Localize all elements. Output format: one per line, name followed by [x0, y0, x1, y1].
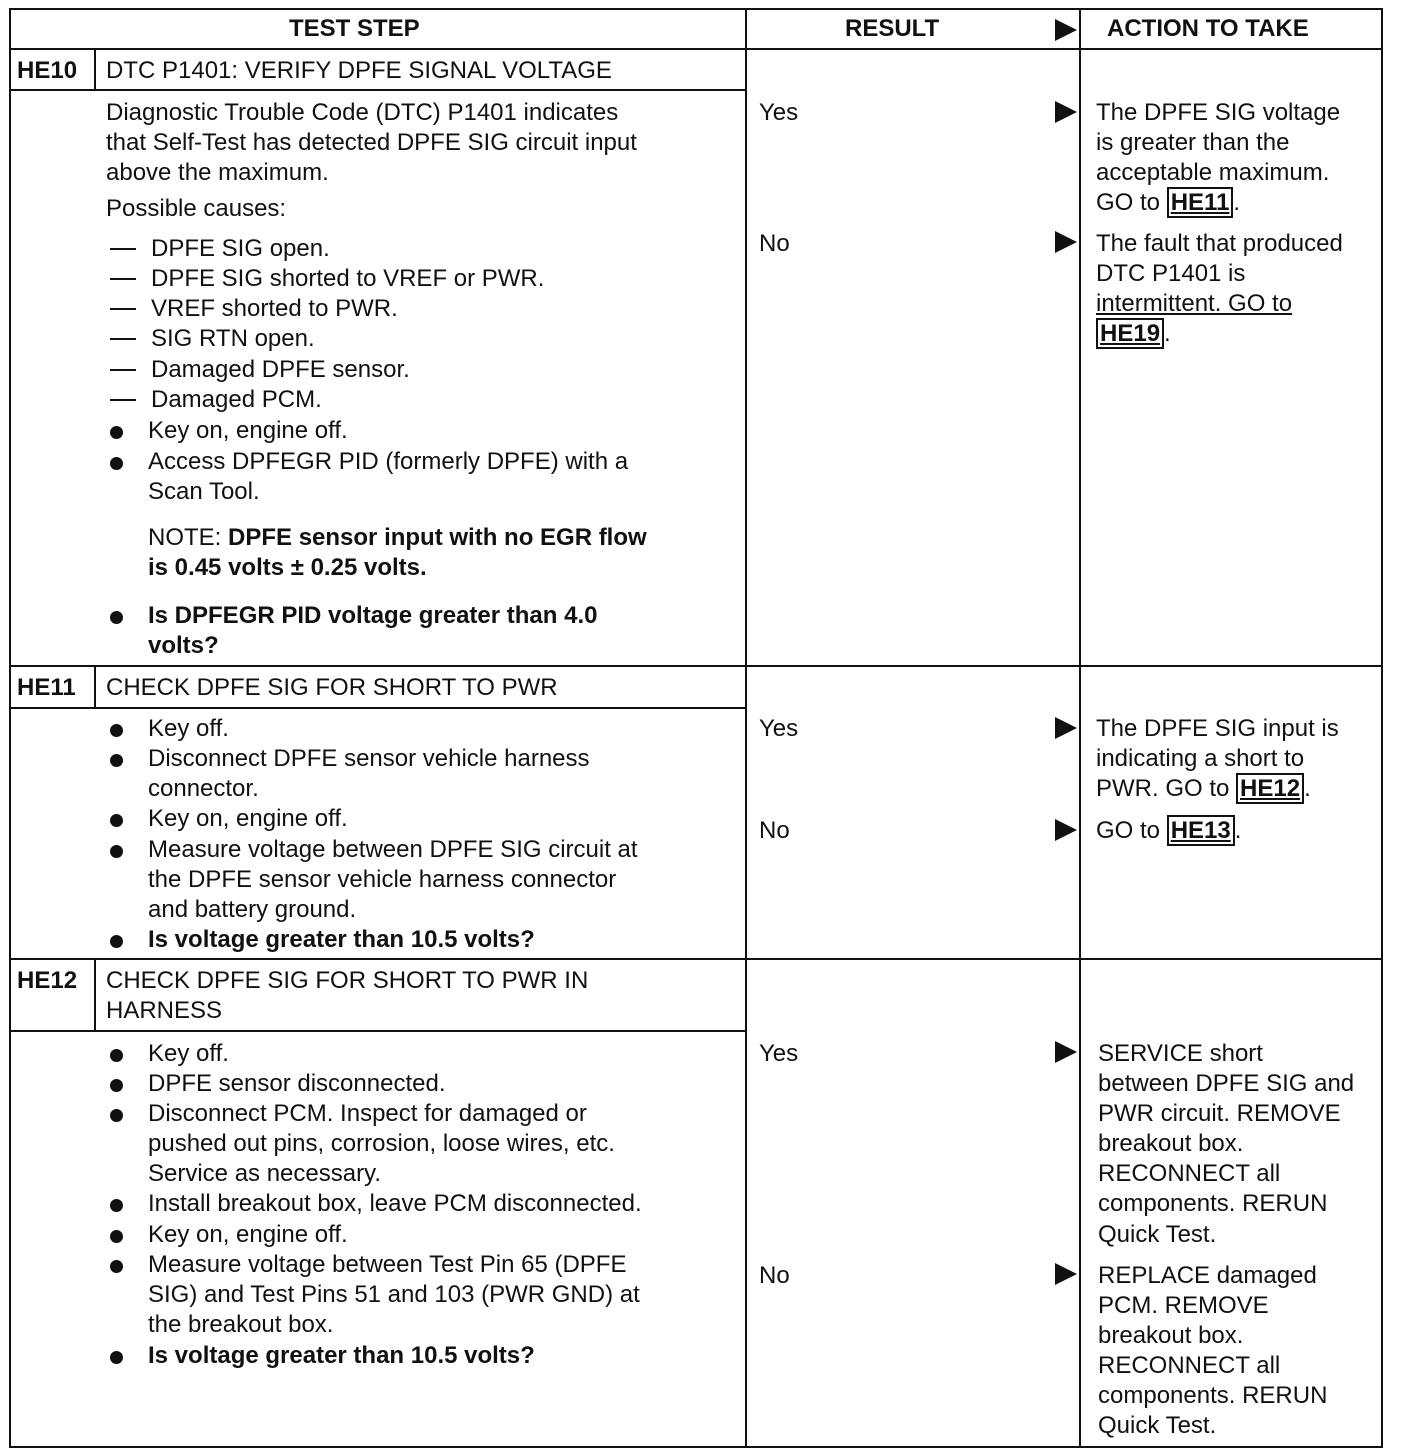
- column-divider-result: [745, 8, 747, 1448]
- step-bullet-cont: pushed out pins, corrosion, loose wires, etc.: [148, 1130, 615, 1157]
- step-reference-link[interactable]: HE19: [1096, 318, 1164, 349]
- dash-icon: [110, 369, 136, 371]
- result-yes: Yes: [759, 1040, 799, 1067]
- bullet-icon: [110, 611, 123, 624]
- diagnostic-table: [9, 8, 1383, 1448]
- bullet-icon: [110, 1351, 123, 1364]
- action-line: breakout box.: [1098, 1130, 1244, 1157]
- action-line: between DPFE SIG and: [1098, 1070, 1355, 1097]
- dash-icon: [110, 308, 136, 310]
- step-id-divider: [94, 49, 96, 89]
- step-bullet: Key off.: [148, 715, 229, 742]
- note: [148, 523, 647, 553]
- bullet-icon: [110, 1109, 123, 1122]
- step-id: HE11: [17, 674, 76, 701]
- cause-item: Damaged PCM.: [151, 386, 322, 413]
- bullet-icon: [110, 1079, 123, 1092]
- cause-item: DPFE SIG open.: [151, 235, 330, 262]
- action-line: The DPFE SIG voltage: [1096, 99, 1341, 126]
- dash-icon: [110, 248, 136, 250]
- bullet-icon: [110, 814, 123, 827]
- result-no: No: [759, 1262, 790, 1289]
- step-id: HE10: [17, 57, 78, 84]
- step-bullet: Measure voltage between DPFE SIG circuit at: [148, 836, 638, 863]
- causes-label: Possible causes:: [106, 195, 287, 222]
- bullet-icon: [110, 724, 123, 737]
- step-question: Is DPFEGR PID voltage greater than 4.0: [148, 602, 598, 629]
- action-line: components. RERUN: [1098, 1190, 1328, 1217]
- result-no: No: [759, 230, 790, 257]
- action-line: PWR circuit. REMOVE: [1098, 1100, 1341, 1127]
- step-reference-link[interactable]: HE11: [1167, 187, 1234, 218]
- step-bullet: Key on, engine off.: [148, 417, 348, 444]
- step-reference-link[interactable]: HE12: [1236, 773, 1304, 804]
- arrow-right-icon: [1055, 717, 1077, 739]
- arrow-right-icon: [1055, 1263, 1077, 1285]
- table-border-top: [9, 8, 1383, 10]
- result-yes: Yes: [759, 99, 799, 126]
- arrow-right-icon: [1055, 19, 1077, 41]
- step-bullet: Disconnect PCM. Inspect for damaged or: [148, 1100, 587, 1127]
- bullet-icon: [110, 935, 123, 948]
- header-test-step: TEST STEP: [289, 15, 420, 42]
- bullet-icon: [110, 1230, 123, 1243]
- action-line: Quick Test.: [1098, 1221, 1217, 1248]
- action-line: acceptable maximum.: [1096, 159, 1330, 186]
- arrow-right-icon: [1055, 1041, 1077, 1063]
- action-line: Quick Test.: [1098, 1412, 1217, 1439]
- bullet-icon: [110, 1049, 123, 1062]
- note-text: DPFE sensor input with no EGR flow: [228, 524, 647, 551]
- action-line: SERVICE short: [1098, 1040, 1263, 1067]
- bullet-icon: [110, 754, 123, 767]
- table-border-left: [9, 8, 11, 1448]
- step-title: CHECK DPFE SIG FOR SHORT TO PWR IN: [106, 967, 589, 994]
- action-line: is greater than the: [1096, 129, 1290, 156]
- action-goto: PWR. GO to HE12 .: [1096, 775, 1311, 802]
- step-intro-line: Diagnostic Trouble Code (DTC) P1401 indicates: [106, 99, 619, 126]
- note-label: NOTE:: [148, 524, 222, 551]
- step-question: Is voltage greater than 10.5 volts?: [148, 1342, 535, 1369]
- step-bullet-cont: SIG) and Test Pins 51 and 103 (PWR GND) at: [148, 1281, 640, 1308]
- dash-icon: [110, 338, 136, 340]
- header-divider: [9, 48, 1383, 50]
- action-line: components. RERUN: [1098, 1382, 1328, 1409]
- action-line: PWR. GO to: [1096, 775, 1230, 802]
- step-bullet: Key on, engine off.: [148, 805, 348, 832]
- cause-item: DPFE SIG shorted to VREF or PWR.: [151, 265, 545, 292]
- step-bullet: Measure voltage between Test Pin 65 (DPFE: [148, 1251, 627, 1278]
- step-title-cont: HARNESS: [106, 997, 223, 1024]
- step-bullet-cont: the DPFE sensor vehicle harness connector: [148, 866, 617, 893]
- action-line: REPLACE damaged: [1098, 1262, 1317, 1289]
- step-bullet: Key on, engine off.: [148, 1221, 348, 1248]
- arrow-right-icon: [1055, 101, 1077, 123]
- step-bullet: Install breakout box, leave PCM disconnected.: [148, 1190, 642, 1217]
- cause-item: Damaged DPFE sensor.: [151, 356, 410, 383]
- dash-icon: [110, 278, 136, 280]
- arrow-right-icon: [1055, 819, 1077, 841]
- result-no: No: [759, 817, 790, 844]
- step-id-divider: [94, 666, 96, 707]
- step-bullet-cont: connector.: [148, 775, 259, 802]
- bullet-icon: [110, 1260, 123, 1273]
- dash-icon: [110, 399, 136, 401]
- header-result: RESULT: [845, 15, 940, 42]
- step-title: DTC P1401: VERIFY DPFE SIGNAL VOLTAGE: [106, 57, 612, 84]
- step-divider: [9, 958, 1383, 960]
- action-goto: GO to HE13 .: [1096, 817, 1242, 844]
- bullet-icon: [110, 426, 123, 439]
- step-intro-line: above the maximum.: [106, 159, 329, 186]
- action-line: GO to: [1096, 817, 1161, 844]
- action-line: DTC P1401 is: [1096, 260, 1246, 287]
- step-divider: [9, 665, 1383, 667]
- action-line: intermittent. GO to: [1096, 290, 1293, 317]
- arrow-right-icon: [1055, 231, 1077, 253]
- step-title: CHECK DPFE SIG FOR SHORT TO PWR: [106, 674, 558, 701]
- step-title-divider: [9, 1030, 746, 1032]
- bullet-icon: [110, 1199, 123, 1212]
- table-border-bottom: [9, 1446, 1383, 1448]
- bullet-icon: [110, 845, 123, 858]
- action-line: GO to: [1096, 189, 1161, 216]
- step-bullet: Access DPFEGR PID (formerly DPFE) with a: [148, 448, 629, 475]
- step-title-divider: [9, 89, 746, 91]
- cause-item: SIG RTN open.: [151, 325, 315, 352]
- step-id: HE12: [17, 967, 78, 994]
- step-bullet: DPFE sensor disconnected.: [148, 1070, 446, 1097]
- action-goto: HE19 .: [1096, 319, 1171, 349]
- action-line: indicating a short to: [1096, 745, 1305, 772]
- action-goto: GO to HE11 .: [1096, 189, 1241, 216]
- step-question-cont: volts?: [148, 632, 219, 659]
- result-yes: Yes: [759, 715, 799, 742]
- step-reference-link[interactable]: HE13: [1167, 815, 1235, 846]
- action-line: PCM. REMOVE: [1098, 1292, 1269, 1319]
- action-line: RECONNECT all: [1098, 1160, 1281, 1187]
- step-question: Is voltage greater than 10.5 volts?: [148, 926, 535, 953]
- step-id-divider: [94, 959, 96, 1030]
- step-bullet: Key off.: [148, 1040, 229, 1067]
- note-text: is 0.45 volts ± 0.25 volts.: [148, 554, 427, 581]
- column-divider-action: [1079, 8, 1081, 1448]
- step-bullet-cont: Scan Tool.: [148, 478, 260, 505]
- action-line: The DPFE SIG input is: [1096, 715, 1339, 742]
- step-bullet-cont: Service as necessary.: [148, 1160, 381, 1187]
- action-line: The fault that produced: [1096, 230, 1343, 257]
- step-bullet-cont: and battery ground.: [148, 896, 357, 923]
- header-action: ACTION TO TAKE: [1107, 15, 1309, 42]
- cause-item: VREF shorted to PWR.: [151, 295, 398, 322]
- step-bullet-cont: the breakout box.: [148, 1311, 334, 1338]
- step-bullet: Disconnect DPFE sensor vehicle harness: [148, 745, 590, 772]
- step-intro-line: that Self-Test has detected DPFE SIG circuit input: [106, 129, 637, 156]
- step-title-divider: [9, 707, 746, 709]
- table-border-right: [1381, 8, 1383, 1448]
- action-line: RECONNECT all: [1098, 1352, 1281, 1379]
- action-line: breakout box.: [1098, 1322, 1244, 1349]
- bullet-icon: [110, 457, 123, 470]
